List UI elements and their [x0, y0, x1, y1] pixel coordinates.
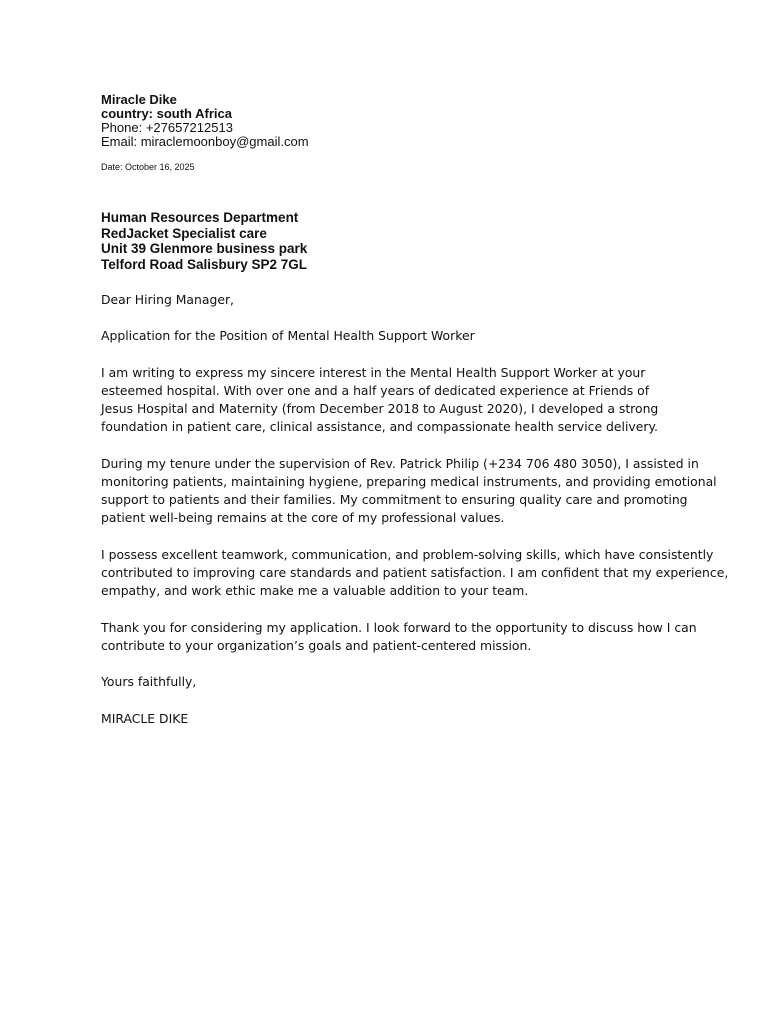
sender-name: Miracle Dike [101, 92, 177, 107]
recipient-line: RedJacket Specialist care [101, 225, 267, 241]
text-line: I possess excellent teamwork, communication, and problem-solving skills, which have consistently [101, 546, 714, 562]
text-line: esteemed hospital. With over one and a half years of dedicated experience at Friends of [101, 382, 650, 398]
letter-date: Date: October 16, 2025 [101, 162, 195, 172]
text-line: monitoring patients, maintaining hygiene, preparing medical instruments, and providing emotional [101, 473, 717, 489]
salutation: Dear Hiring Manager, [101, 292, 234, 307]
recipient-line: Unit 39 Glenmore business park [101, 241, 308, 256]
closing: Yours faithfully, [101, 674, 197, 690]
text-line: patient well-being remains at the core of my professional values. [101, 510, 505, 526]
text-line: Jesus Hospital and Maternity (from December 2018 to August 2020), I developed a strong [101, 401, 659, 417]
sender-email: Email: miraclemoonboy@gmail.com [101, 134, 309, 149]
text-line: foundation in patient care, clinical assistance, and compassionate health service delivery. [101, 419, 658, 435]
text-line: contributed to improving care standards and patient satisfaction. I am confident that my experience, [101, 564, 729, 580]
sender-phone: Phone: +27657212513 [101, 120, 233, 135]
paragraph-2 [101, 455, 731, 528]
text-line: empathy, and work ethic make me a valuable addition to your team. [101, 583, 529, 599]
text-line: During my tenure under the supervision of Rev. Patrick Philip (+234 706 480 3050), I assisted in [101, 455, 699, 471]
sender-block [101, 93, 309, 149]
text-line: Thank you for considering my application. I look forward to the opportunity to discuss how I can [101, 619, 697, 635]
recipient-block [101, 210, 307, 272]
signature-name: MIRACLE DIKE [101, 710, 189, 726]
letter-body [101, 291, 731, 746]
recipient-line: Telford Road Salisbury SP2 7GL [101, 256, 308, 272]
sender-country: country: south Africa [101, 106, 232, 121]
text-line: I am writing to express my sincere interest in the Mental Health Support Worker at your [101, 364, 646, 380]
paragraph-4 [101, 619, 731, 655]
subject-line: Application for the Position of Mental Health Support Worker [101, 328, 475, 344]
paragraph-1 [101, 364, 731, 437]
text-line: support to patients and their families. My commitment to ensuring quality care and promoting [101, 492, 688, 508]
text-line: contribute to your organization’s goals and patient-centered mission. [101, 637, 532, 653]
recipient-line: Human Resources Department [101, 210, 299, 225]
paragraph-3 [101, 546, 731, 601]
